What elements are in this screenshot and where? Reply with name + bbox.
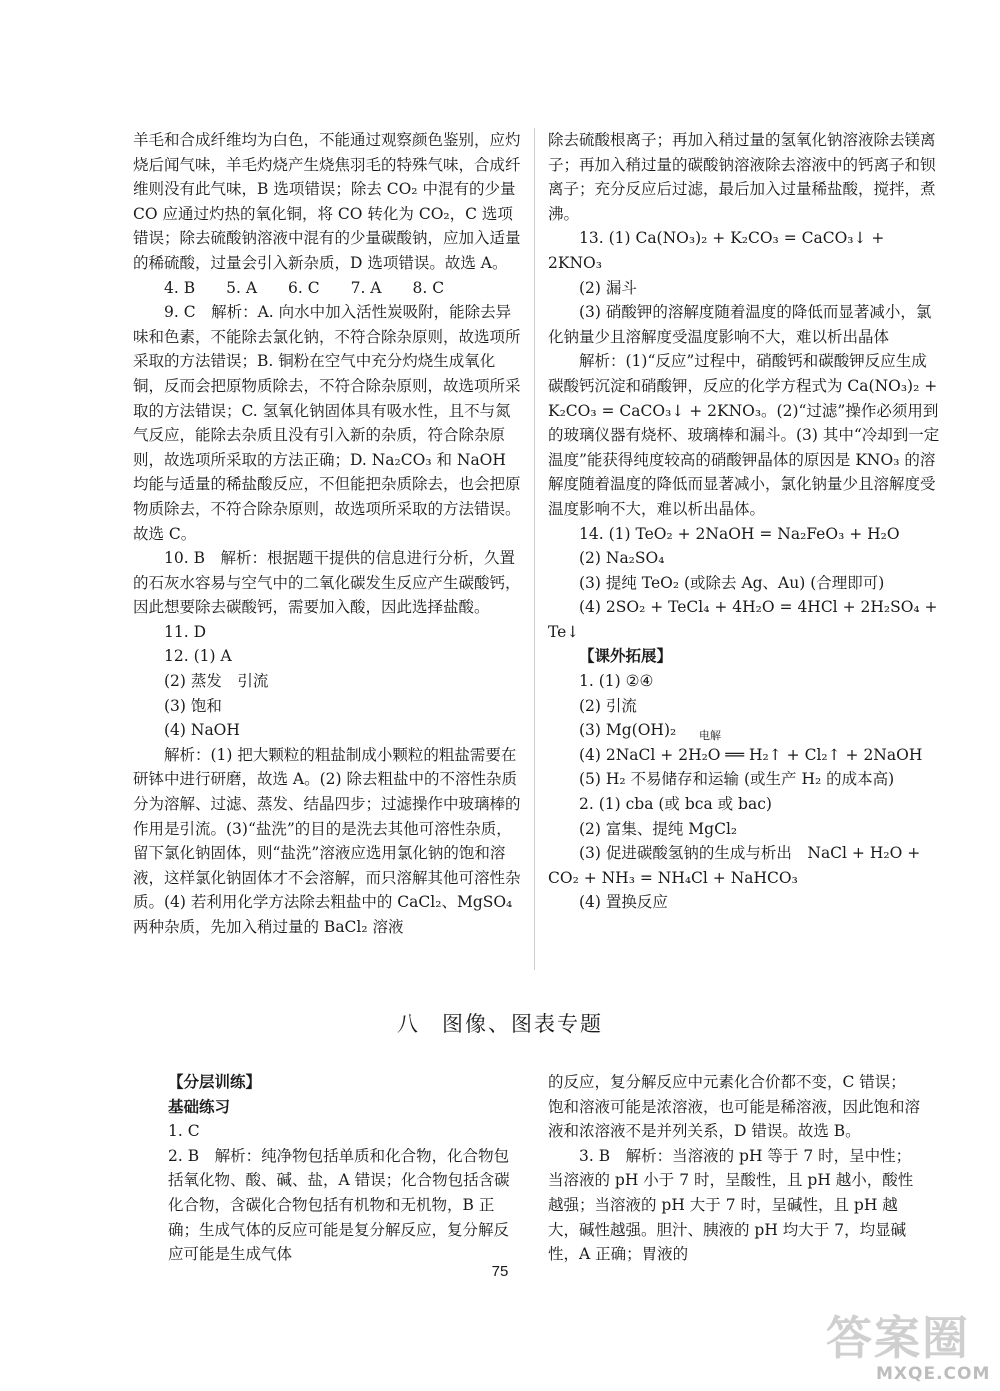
- answer-line: 11. D: [164, 622, 207, 641]
- answer-line: (2) 蒸发 引流: [164, 672, 269, 691]
- section-name: 图像、图表专题: [442, 1012, 603, 1036]
- answer-line: (3) 提纯 TeO₂ (或除去 Ag、Au) (合理即可): [579, 573, 885, 592]
- paragraph: 羊毛和合成纤维均为白色，不能通过观察颜色鉴别，应灼烧后闻气味，羊毛灼烧产生烧焦羽毛的特殊气味，合成纤维则没有此气味，B 选项错误；除去 CO₂ 中混有的少量 CO 应通过灼热的氧化铜，将 CO 转化为 CO₂，C 选项错误；除去硫酸钠溶液中混有的少量碳酸钠，应加入适量的稀硫酸，过量会引入新杂质，D 选项错误。故选 A。: [133, 131, 521, 272]
- condition-label: 电解: [699, 728, 721, 742]
- column-divider: [534, 128, 535, 970]
- paragraph: 10. B 解析：根据题干提供的信息进行分析，久置的石灰水容易与空气中的二氧化碳发生反应产生碳酸钙，因此想要除去碳酸钙，需要加入酸，因此选择盐酸。: [133, 549, 521, 617]
- answer-line: 4. B 5. A 6. C 7. A 8. C: [164, 278, 445, 297]
- section-number: 八: [397, 1012, 420, 1036]
- paragraph: 9. C 解析：A. 向水中加入活性炭吸附，能除去异味和色素，不能除去氯化钠，不符合除杂原则，故选项所采取的方法错误；B. 铜粉在空气中充分灼烧生成氧化铜，反而会把原物质除去，不符合除杂原则，故选项所采取的方法错误；C. 氢氧化钠固体具有吸水性，且不与氮气反应，能除去杂质且没有引入新的杂质，符合除杂原则，故选项所采取的方法正确；D. Na₂CO₃ 和 NaOH 均能与适量的稀盐酸反应，不但能把杂质除去，也会把原物质除去，不符合除杂原则，故选项所采取的方法错误。故选 C。: [133, 303, 521, 543]
- answer-line: 1. (1) ②④: [579, 672, 654, 691]
- answer-line: (2) Na₂SO₄: [579, 549, 665, 568]
- answer-line: (3) 饱和: [164, 696, 222, 715]
- section-title: [0, 1008, 1000, 1038]
- answer-line: (4) NaOH: [164, 721, 240, 740]
- paragraph: (3) 硝酸钾的溶解度随着温度的降低而显著减小，氯化钠量少且溶解度受温度影响不大，难以析出晶体: [548, 303, 932, 346]
- answer-line: 14. (1) TeO₂ + 2NaOH = Na₂FeO₃ + H₂O: [579, 524, 900, 543]
- answer-line: (3) Mg(OH)₂: [579, 721, 677, 740]
- heading-extension: 【课外拓展】: [579, 647, 673, 666]
- answer-line: 2. (1) cba (或 bca 或 bac): [579, 795, 772, 814]
- paragraph: 解析：(1) 把大颗粒的粗盐制成小颗粒的粗盐需要在研钵中进行研磨，故选 A。(2) 除去粗盐中的不溶性杂质分为溶解、过滤、蒸发、结晶四步；过滤操作中玻璃棒的作用是引流。(3)“盐洗”的目的是洗去其他可溶性杂质，留下氯化钠固体，则“盐洗”溶液应选用氯化钠的饱和溶液，这样氯化钠固体才不会溶解，而只溶解其他可溶性杂质。(4) 若利用化学方法除去粗盐中的 CaCl₂、MgSO₄ 两种杂质，先加入稍过量的 BaCl₂ 溶液: [133, 745, 521, 936]
- answer-line: (4) 置换反应: [579, 893, 668, 912]
- left-column-bottom: [168, 1070, 516, 1267]
- page-number: 75: [491, 1263, 509, 1280]
- answer-line: (5) H₂ 不易储存和运输 (或生产 H₂ 的成本高): [579, 770, 895, 789]
- answer-line: (3) 促进碳酸氢钠的生成与析出 NaCl + H₂O + CO₂ + NH₃ = NH₄Cl + NaHCO₃: [548, 844, 921, 887]
- paragraph: 2. B 解析：纯净物包括单质和化合物，化合物包括氧化物、酸、碱、盐，A 错误；化合物包括含碳化合物，含碳化合物包括有机物和无机物，B 正确；生成气体的反应可能是复分解反应，复分解反应可能是生成气体: [168, 1146, 510, 1264]
- answer-line: (2) 富集、提纯 MgCl₂: [579, 819, 738, 838]
- answer-line: (4) 2SO₂ + TeCl₄ + 4H₂O = 4HCl + 2H₂SO₄ + Te↓: [548, 598, 938, 641]
- paragraph: 3. B 解析：当溶液的 pH 等于 7 时，呈中性；当溶液的 pH 小于 7 时，呈酸性，且 pH 越小，酸性越强；当溶液的 pH 大于 7 时，呈碱性，且 pH 越大，碱性越强。胆汁、胰液的 pH 均大于 7，均显碱性，A 正确；胃液的: [548, 1146, 914, 1264]
- watermark-logo: [800, 1300, 1000, 1391]
- right-column-top: [548, 128, 940, 915]
- heading-basic-practice: 基础练习: [168, 1097, 231, 1116]
- answer-line: 1. C: [168, 1122, 200, 1141]
- heading-layered-training: 【分层训练】: [168, 1073, 262, 1091]
- answer-line: (2) 引流: [579, 696, 637, 715]
- paragraph: 的反应，复分解反应中元素化合价都不变，C 错误；饱和溶液可能是浓溶液，也可能是稀溶液，因此饱和溶液和浓溶液不是并列关系，D 错误。故选 B。: [548, 1073, 921, 1141]
- answer-line: 13. (1) Ca(NO₃)₂ + K₂CO₃ = CaCO₃↓ + 2KNO₃: [548, 229, 885, 272]
- paragraph: 解析：(1)“反应”过程中，硝酸钙和碳酸钾反应生成碳酸钙沉淀和硝酸钾，反应的化学方程式为 Ca(NO₃)₂ + K₂CO₃ = CaCO₃↓ + 2KNO₃。(2)“过滤”操作必须用到的玻璃仪器有烧杯、玻璃棒和漏斗。(3) 其中“冷却到一定温度”能获得纯度较高的硝酸钾晶体的原因是 KNO₃ 的溶解度随着温度的降低而显著减小，氯化钠量少且溶解度受温度影响不大，难以析出晶体。: [548, 352, 940, 518]
- equation-electrolysis: (4) 2NaCl + 2H₂O ══ H₂↑ + Cl₂↑ + 2NaOH: [579, 745, 923, 764]
- paragraph: 除去硫酸根离子；再加入稍过量的氢氧化钠溶液除去镁离子；再加入稍过量的碳酸钠溶液除去溶液中的钙离子和钡离子；充分反应后过滤，最后加入过量稀盐酸，搅拌，煮沸。: [548, 131, 936, 223]
- answer-line: (2) 漏斗: [579, 278, 637, 297]
- right-column-bottom: [548, 1070, 920, 1267]
- left-column-top: [133, 128, 523, 940]
- watermark-url: MXQE.COM: [876, 1364, 991, 1384]
- answer-line: 12. (1) A: [164, 647, 232, 666]
- watermark-text: 答案圈: [826, 1311, 970, 1365]
